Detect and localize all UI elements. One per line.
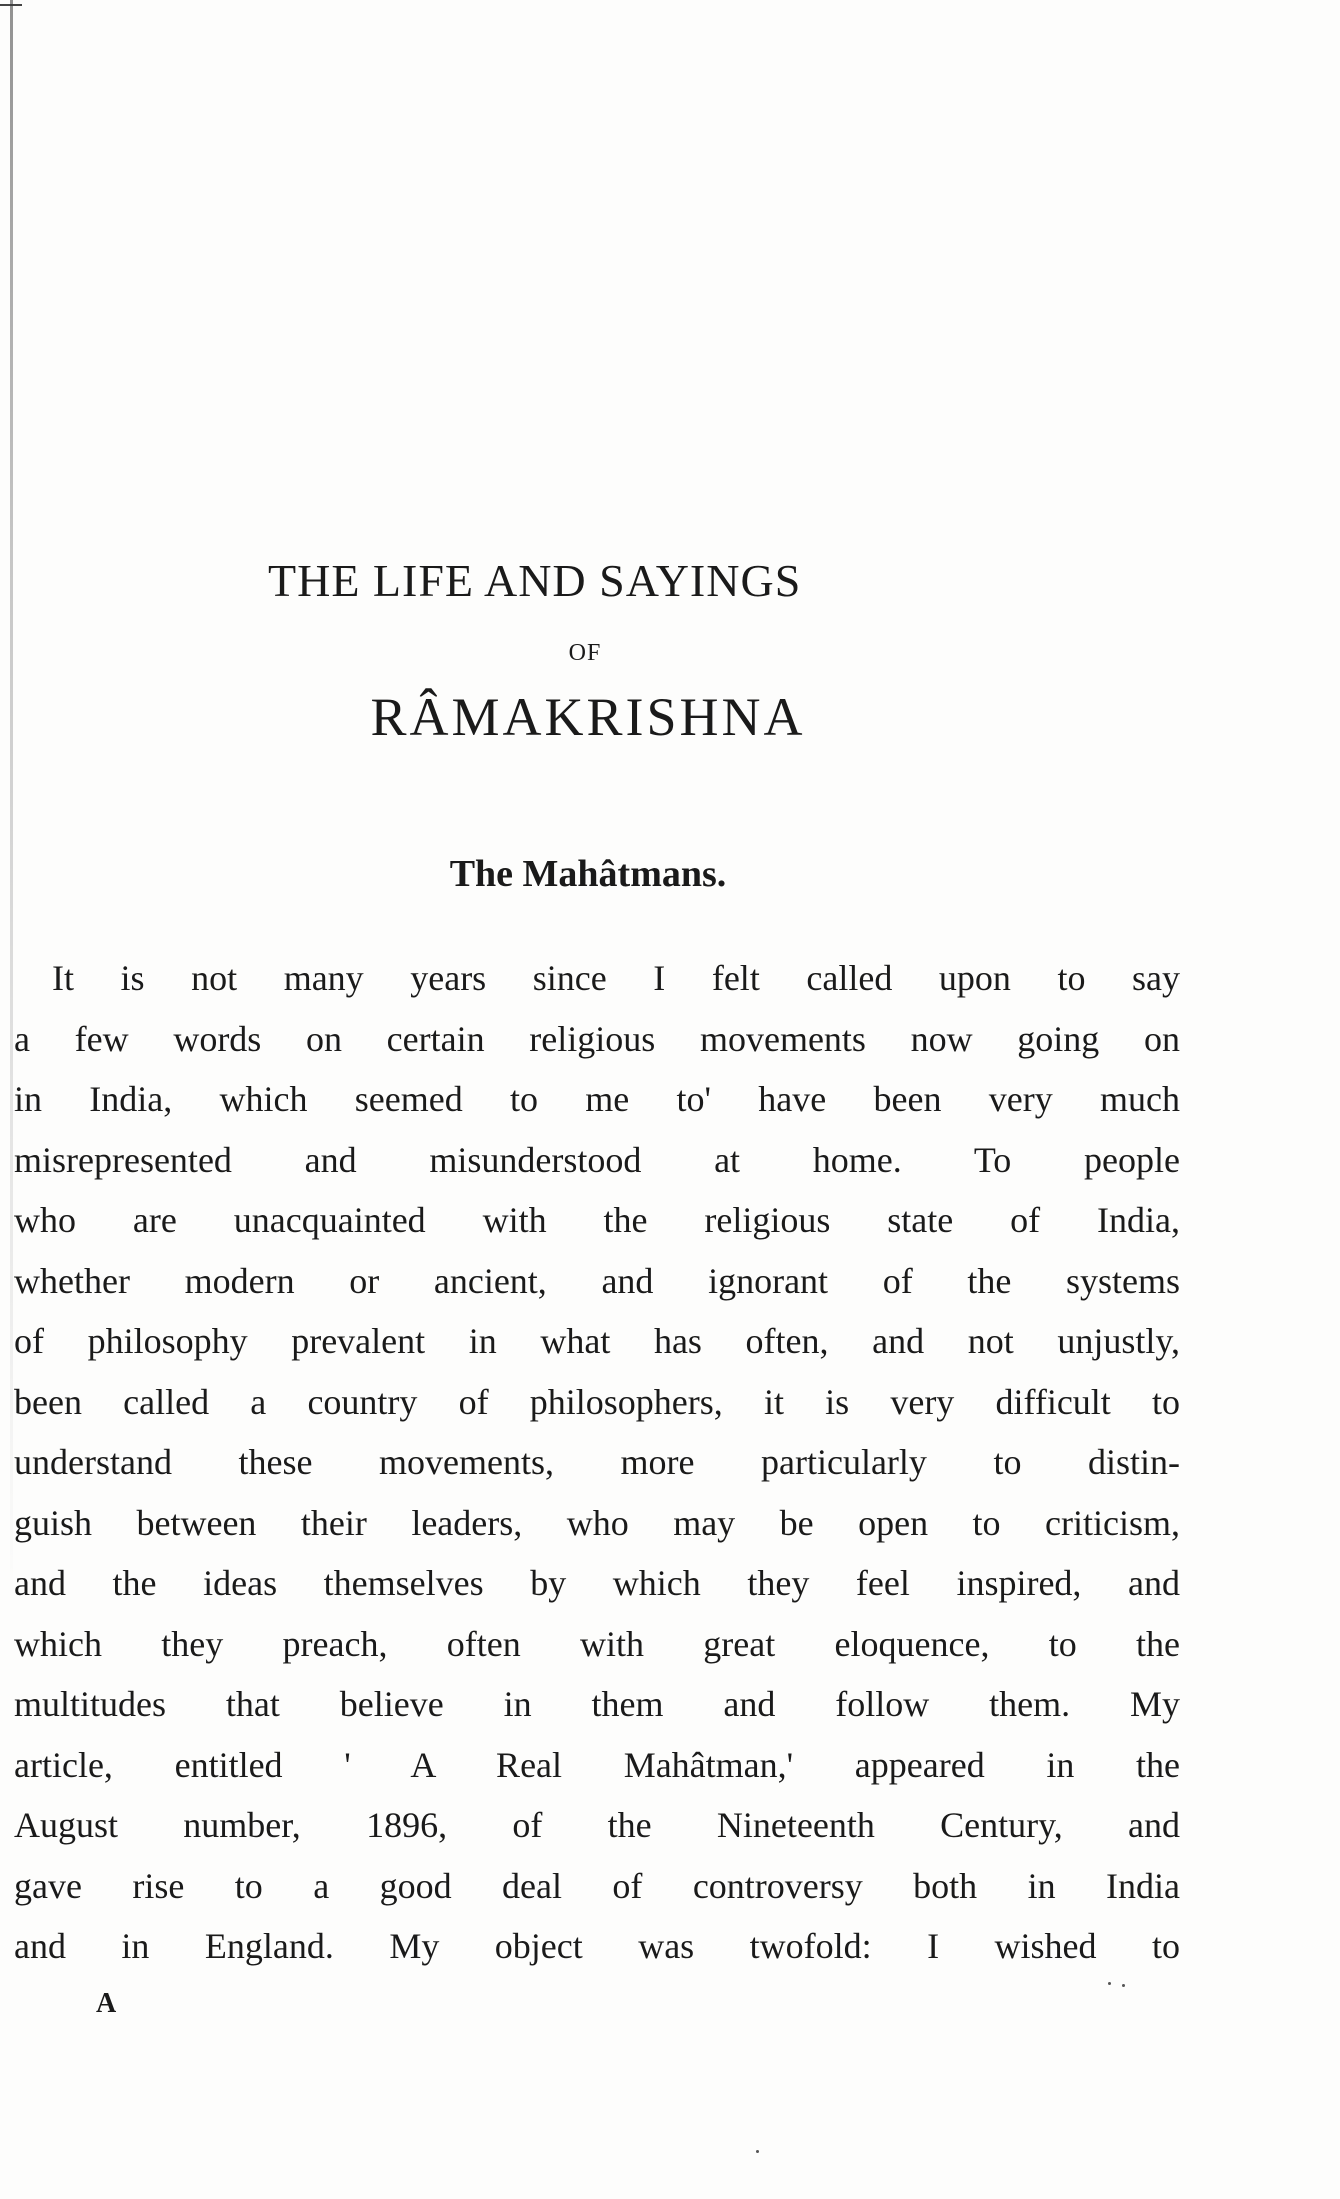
- section-heading: The Mahâtmans.: [449, 853, 727, 895]
- text-line: of philosophy prevalent in what has often, and not unjustly,: [14, 1321, 1180, 1361]
- body-text: [14, 948, 1180, 1977]
- text-line: in India, which seemed to me to' have been very much: [14, 1079, 1180, 1119]
- page-edge-shadow: [10, 0, 13, 1600]
- title-name: RÂMAKRISHNA: [370, 687, 806, 747]
- text-line: gave rise to a good deal of controversy both in India: [14, 1865, 1180, 1906]
- print-speck: [1108, 1982, 1111, 1985]
- book-title: THE LIFE AND SAYINGS: [268, 555, 802, 606]
- text-line: been called a country of philosophers, it is very difficult to: [14, 1381, 1180, 1422]
- text-line: guish between their leaders, who may be open to criticism,: [14, 1502, 1180, 1543]
- print-speck: [1122, 1984, 1125, 1987]
- text-line: article, entitled ' A Real Mahâtman,' appeared in the: [14, 1744, 1180, 1785]
- text-line: misrepresented and misunderstood at home. To people: [14, 1139, 1180, 1180]
- text-line: which they preach, often with great eloquence, to the: [14, 1623, 1180, 1664]
- text-line: August number, 1896, of the Nineteenth Century, and: [14, 1805, 1180, 1845]
- print-speck: [756, 2150, 759, 2153]
- text-line: a few words on certain religious movements now going on: [14, 1018, 1180, 1059]
- title-of: OF: [568, 640, 602, 666]
- text-line: multitudes that believe in them and follow them. My: [14, 1684, 1180, 1724]
- text-line: whether modern or ancient, and ignorant of the systems: [14, 1260, 1180, 1301]
- text-line: and in England. My object was twofold: I wished to: [14, 1926, 1180, 1966]
- text-line: who are unacquainted with the religious state of India,: [14, 1200, 1180, 1240]
- text-line: It is not many years since I felt called upon to say: [52, 958, 1180, 998]
- signature-mark: A: [96, 1988, 117, 2019]
- text-line: and the ideas themselves by which they feel inspired, and: [14, 1563, 1180, 1603]
- text-line: understand these movements, more particularly to distin-: [14, 1442, 1180, 1482]
